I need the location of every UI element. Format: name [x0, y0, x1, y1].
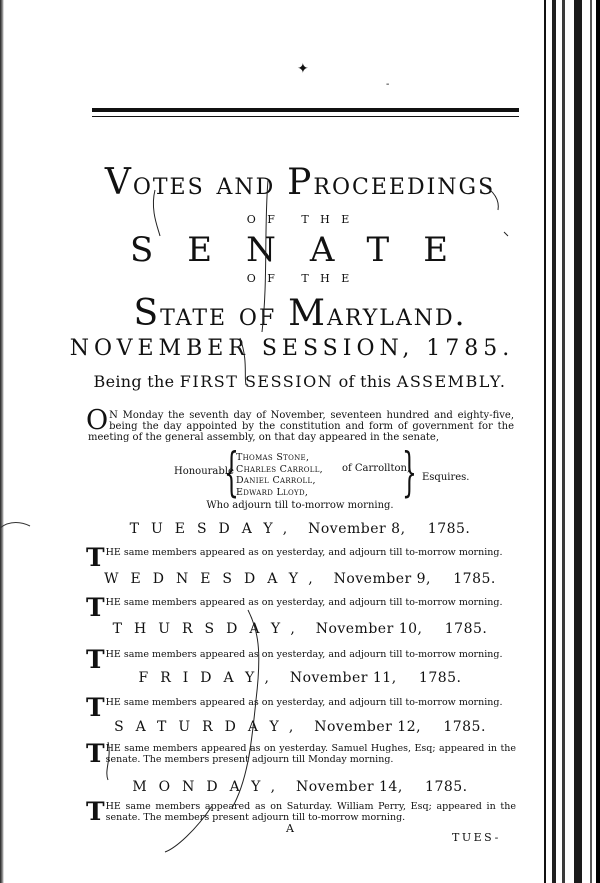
initial-t: T — [86, 645, 105, 674]
ornament-dash: - — [386, 79, 390, 90]
day-heading-tuesday: TUESDAY, November 8, 1785. — [129, 521, 471, 537]
opening-paragraph: O N Monday the seventh day of November, seventeen hundred and eighty-five, being the day appointed by the constitution and form of government for the meeting of the general assembly, on that day appeared in the senate, — [86, 405, 514, 443]
right-brace: } — [402, 443, 417, 503]
honourable-label: Honourable — [174, 466, 234, 477]
initial-t: T — [86, 543, 105, 572]
initial-t: T — [86, 739, 105, 768]
esquires-label: Esquires. — [422, 472, 470, 483]
being-line: Being the FIRST SESSION of this ASSEMBLY. — [93, 372, 507, 391]
scan-edge — [0, 0, 4, 883]
day-heading-friday: FRIDAY, November 11, 1785. — [138, 670, 462, 686]
session-heading: NOVEMBER SESSION, 1785. — [69, 336, 515, 361]
of-the-1: O F T H E — [246, 213, 354, 226]
day-heading-monday: MONDAY, November 14, 1785. — [132, 779, 468, 795]
member-name: Edward Lloyd, — [236, 486, 309, 498]
pencil-stroke — [0, 523, 30, 529]
member-name: Thomas Stone, — [236, 452, 310, 463]
adjourn-line: Who adjourn till to-morrow morning. — [206, 500, 394, 511]
title-state-of-maryland: State of Maryland. — [133, 293, 467, 334]
header-rule — [92, 108, 519, 117]
entry-wednesday: THE same members appeared as on yesterday, and adjourn till to-morrow morning. — [86, 593, 503, 622]
initial-t: T — [86, 797, 105, 826]
member-name: Daniel Carroll, — [236, 475, 316, 486]
entry-thursday: THE same members appeared as on yesterday, and adjourn till to-morrow morning. — [86, 645, 503, 674]
dropcap-o: O — [86, 405, 109, 436]
signature-mark: A — [286, 822, 297, 835]
of-carrollton: of Carrollton, — [342, 463, 411, 474]
day-heading-wednesday: WEDNESDAY, November 9, 1785. — [104, 571, 496, 587]
of-the-2: O F T H E — [246, 272, 354, 285]
entry-monday: THE same members appeared as on Saturday. William Perry, Esq; appeared in the senate. The members present adjourn till to-morrow morning. — [86, 797, 516, 826]
member-name: Charles Carroll, — [236, 463, 323, 475]
initial-t: T — [86, 693, 105, 722]
initial-t: T — [86, 593, 105, 622]
ornament-icon: ✦ — [297, 61, 309, 77]
entry-saturday: THE same members appeared as on yesterday. Samuel Hughes, Esq; appeared in the senate. The members present adjourn till Monday morning. — [86, 739, 516, 768]
title-senate: SENATE — [129, 230, 483, 270]
day-heading-saturday: SATURDAY, November 12, 1785. — [114, 719, 486, 735]
title-votes-and-proceedings: Votes and Proceedings — [104, 162, 496, 203]
day-heading-thursday: THURSDAY, November 10, 1785. — [112, 621, 488, 637]
book-spine — [544, 0, 600, 883]
honourable-members — [174, 443, 494, 503]
entry-friday: THE same members appeared as on yesterday, and adjourn till to-morrow morning. — [86, 693, 503, 722]
catchword: TUES- — [452, 831, 501, 844]
left-brace: { — [224, 443, 239, 503]
member-names — [236, 452, 323, 498]
entry-tuesday: THE same members appeared as on yesterday, and adjourn till to-morrow morning. — [86, 543, 503, 572]
